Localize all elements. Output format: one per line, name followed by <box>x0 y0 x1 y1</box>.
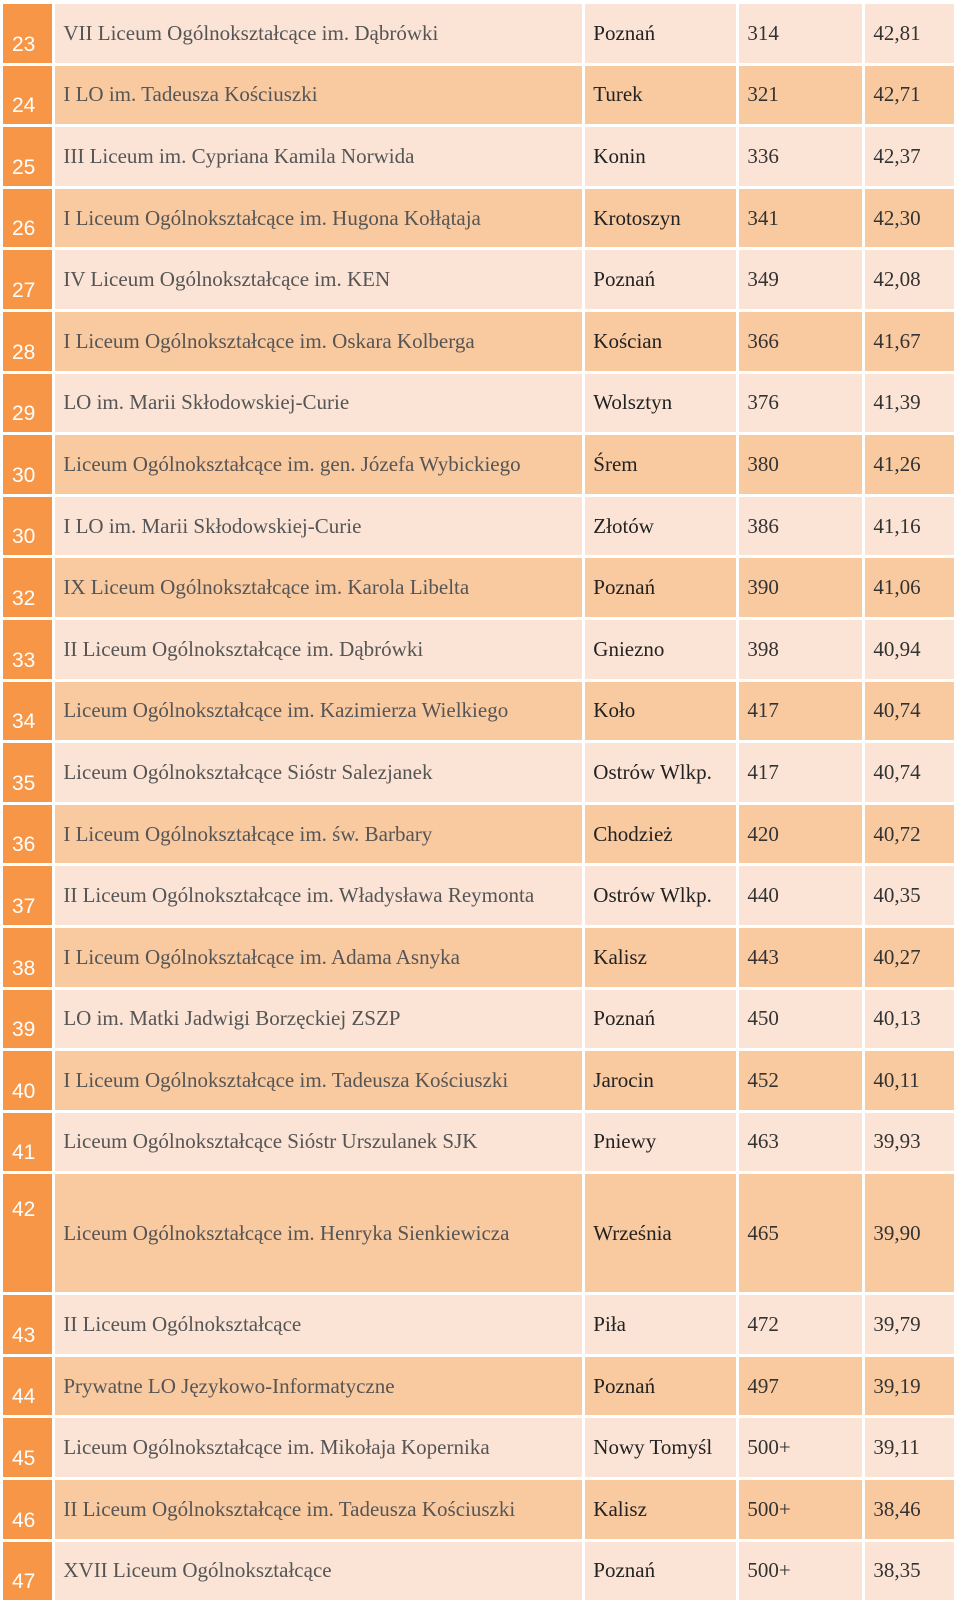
table-row <box>3 4 954 63</box>
score-cell: 41,06 <box>865 558 954 617</box>
school-name-cell: I Liceum Ogólnokształcące im. Tadeusza Kościuszki <box>55 1051 582 1110</box>
rank-cell: 42 <box>3 1174 52 1292</box>
national-position-cell: 472 <box>739 1295 862 1354</box>
city-cell: Złotów <box>585 497 736 556</box>
city-cell: Chodzież <box>585 805 736 864</box>
rank-cell: 35 <box>3 743 52 802</box>
table-row <box>3 682 954 741</box>
rank-cell: 40 <box>3 1051 52 1110</box>
score-cell: 40,13 <box>865 990 954 1049</box>
score-cell: 40,11 <box>865 1051 954 1110</box>
score-cell: 39,90 <box>865 1174 954 1292</box>
school-name-cell: Liceum Ogólnokształcące Sióstr Urszulanek SJK <box>55 1113 582 1172</box>
rank-cell: 34 <box>3 682 52 741</box>
rank-cell: 44 <box>3 1357 52 1416</box>
rank-cell: 26 <box>3 189 52 248</box>
school-name-cell: II Liceum Ogólnokształcące im. Władysława Reymonta <box>55 866 582 925</box>
rank-cell: 46 <box>3 1480 52 1539</box>
city-cell: Śrem <box>585 435 736 494</box>
national-position-cell: 443 <box>739 928 862 987</box>
table-row <box>3 497 954 556</box>
school-name-cell: I Liceum Ogólnokształcące im. Oskara Kolberga <box>55 312 582 371</box>
school-name-cell: Prywatne LO Językowo-Informatyczne <box>55 1357 582 1416</box>
table-row <box>3 127 954 186</box>
national-position-cell: 417 <box>739 743 862 802</box>
table-row <box>3 435 954 494</box>
score-cell: 40,74 <box>865 743 954 802</box>
score-cell: 39,19 <box>865 1357 954 1416</box>
city-cell: Poznań <box>585 250 736 309</box>
city-cell: Kalisz <box>585 928 736 987</box>
national-position-cell: 336 <box>739 127 862 186</box>
rank-cell: 30 <box>3 435 52 494</box>
school-name-cell: I Liceum Ogólnokształcące im. św. Barbary <box>55 805 582 864</box>
city-cell: Krotoszyn <box>585 189 736 248</box>
city-cell: Poznań <box>585 1357 736 1416</box>
city-cell: Poznań <box>585 4 736 63</box>
national-position-cell: 440 <box>739 866 862 925</box>
score-cell: 42,08 <box>865 250 954 309</box>
rank-cell: 43 <box>3 1295 52 1354</box>
national-position-cell: 376 <box>739 374 862 433</box>
score-cell: 40,35 <box>865 866 954 925</box>
score-cell: 40,74 <box>865 682 954 741</box>
school-name-cell: LO im. Matki Jadwigi Borzęckiej ZSZP <box>55 990 582 1049</box>
score-cell: 42,71 <box>865 66 954 125</box>
school-name-cell: III Liceum im. Cypriana Kamila Norwida <box>55 127 582 186</box>
table-row <box>3 66 954 125</box>
national-position-cell: 314 <box>739 4 862 63</box>
rank-cell: 33 <box>3 620 52 679</box>
table-row <box>3 743 954 802</box>
rank-cell: 25 <box>3 127 52 186</box>
rank-cell: 24 <box>3 66 52 125</box>
national-position-cell: 386 <box>739 497 862 556</box>
table-row <box>3 1418 954 1477</box>
national-position-cell: 349 <box>739 250 862 309</box>
school-name-cell: Liceum Ogólnokształcące im. gen. Józefa Wybickiego <box>55 435 582 494</box>
national-position-cell: 417 <box>739 682 862 741</box>
rank-cell: 45 <box>3 1418 52 1477</box>
city-cell: Jarocin <box>585 1051 736 1110</box>
school-name-cell: I Liceum Ogólnokształcące im. Adama Asnyka <box>55 928 582 987</box>
school-name-cell: IV Liceum Ogólnokształcące im. KEN <box>55 250 582 309</box>
table-row <box>3 189 954 248</box>
table-row <box>3 805 954 864</box>
school-name-cell: VII Liceum Ogólnokształcące im. Dąbrówki <box>55 4 582 63</box>
city-cell: Wolsztyn <box>585 374 736 433</box>
rank-cell: 39 <box>3 990 52 1049</box>
school-name-cell: IX Liceum Ogólnokształcące im. Karola Libelta <box>55 558 582 617</box>
school-name-cell: I LO im. Tadeusza Kościuszki <box>55 66 582 125</box>
table-row <box>3 250 954 309</box>
school-name-cell: II Liceum Ogólnokształcące <box>55 1295 582 1354</box>
school-name-cell: Liceum Ogólnokształcące Sióstr Salezjanek <box>55 743 582 802</box>
school-name-cell: XVII Liceum Ogólnokształcące <box>55 1542 582 1601</box>
score-cell: 42,81 <box>865 4 954 63</box>
city-cell: Konin <box>585 127 736 186</box>
table-row <box>3 1542 954 1601</box>
school-name-cell: II Liceum Ogólnokształcące im. Tadeusza Kościuszki <box>55 1480 582 1539</box>
city-cell: Nowy Tomyśl <box>585 1418 736 1477</box>
city-cell: Poznań <box>585 558 736 617</box>
national-position-cell: 366 <box>739 312 862 371</box>
score-cell: 38,46 <box>865 1480 954 1539</box>
table-row <box>3 1113 954 1172</box>
city-cell: Piła <box>585 1295 736 1354</box>
school-ranking-table <box>0 1 957 1603</box>
table-row <box>3 1295 954 1354</box>
score-cell: 39,79 <box>865 1295 954 1354</box>
rank-cell: 47 <box>3 1542 52 1601</box>
rank-cell: 37 <box>3 866 52 925</box>
national-position-cell: 398 <box>739 620 862 679</box>
national-position-cell: 321 <box>739 66 862 125</box>
table-row <box>3 866 954 925</box>
school-name-cell: II Liceum Ogólnokształcące im. Dąbrówki <box>55 620 582 679</box>
city-cell: Turek <box>585 66 736 125</box>
rank-cell: 23 <box>3 4 52 63</box>
city-cell: Koło <box>585 682 736 741</box>
score-cell: 41,39 <box>865 374 954 433</box>
rank-cell: 28 <box>3 312 52 371</box>
city-cell: Pniewy <box>585 1113 736 1172</box>
score-cell: 39,93 <box>865 1113 954 1172</box>
city-cell: Ostrów Wlkp. <box>585 743 736 802</box>
school-name-cell: I LO im. Marii Skłodowskiej-Curie <box>55 497 582 556</box>
table-row <box>3 558 954 617</box>
rank-cell: 29 <box>3 374 52 433</box>
table-row <box>3 620 954 679</box>
national-position-cell: 500+ <box>739 1418 862 1477</box>
school-name-cell: Liceum Ogólnokształcące im. Henryka Sienkiewicza <box>55 1174 582 1292</box>
national-position-cell: 341 <box>739 189 862 248</box>
city-cell: Kalisz <box>585 1480 736 1539</box>
city-cell: Kościan <box>585 312 736 371</box>
city-cell: Poznań <box>585 1542 736 1601</box>
school-name-cell: Liceum Ogólnokształcące im. Kazimierza Wielkiego <box>55 682 582 741</box>
score-cell: 41,26 <box>865 435 954 494</box>
school-name-cell: Liceum Ogólnokształcące im. Mikołaja Kopernika <box>55 1418 582 1477</box>
rank-cell: 38 <box>3 928 52 987</box>
city-cell: Ostrów Wlkp. <box>585 866 736 925</box>
national-position-cell: 500+ <box>739 1480 862 1539</box>
national-position-cell: 390 <box>739 558 862 617</box>
city-cell: Gniezno <box>585 620 736 679</box>
national-position-cell: 500+ <box>739 1542 862 1601</box>
table-row <box>3 928 954 987</box>
national-position-cell: 465 <box>739 1174 862 1292</box>
score-cell: 39,11 <box>865 1418 954 1477</box>
table-row <box>3 1480 954 1539</box>
table-row <box>3 1174 954 1292</box>
national-position-cell: 450 <box>739 990 862 1049</box>
score-cell: 40,27 <box>865 928 954 987</box>
school-name-cell: I Liceum Ogólnokształcące im. Hugona Kołłątaja <box>55 189 582 248</box>
table-row <box>3 1051 954 1110</box>
score-cell: 42,37 <box>865 127 954 186</box>
score-cell: 41,16 <box>865 497 954 556</box>
rank-cell: 27 <box>3 250 52 309</box>
rank-cell: 30 <box>3 497 52 556</box>
score-cell: 40,94 <box>865 620 954 679</box>
city-cell: Poznań <box>585 990 736 1049</box>
table-row <box>3 990 954 1049</box>
national-position-cell: 497 <box>739 1357 862 1416</box>
rank-cell: 36 <box>3 805 52 864</box>
school-name-cell: LO im. Marii Skłodowskiej-Curie <box>55 374 582 433</box>
national-position-cell: 380 <box>739 435 862 494</box>
score-cell: 38,35 <box>865 1542 954 1601</box>
table-row <box>3 1357 954 1416</box>
table-body <box>3 4 954 1600</box>
table-row <box>3 312 954 371</box>
national-position-cell: 452 <box>739 1051 862 1110</box>
national-position-cell: 463 <box>739 1113 862 1172</box>
city-cell: Września <box>585 1174 736 1292</box>
score-cell: 42,30 <box>865 189 954 248</box>
score-cell: 41,67 <box>865 312 954 371</box>
rank-cell: 41 <box>3 1113 52 1172</box>
score-cell: 40,72 <box>865 805 954 864</box>
rank-cell: 32 <box>3 558 52 617</box>
national-position-cell: 420 <box>739 805 862 864</box>
table-row <box>3 374 954 433</box>
